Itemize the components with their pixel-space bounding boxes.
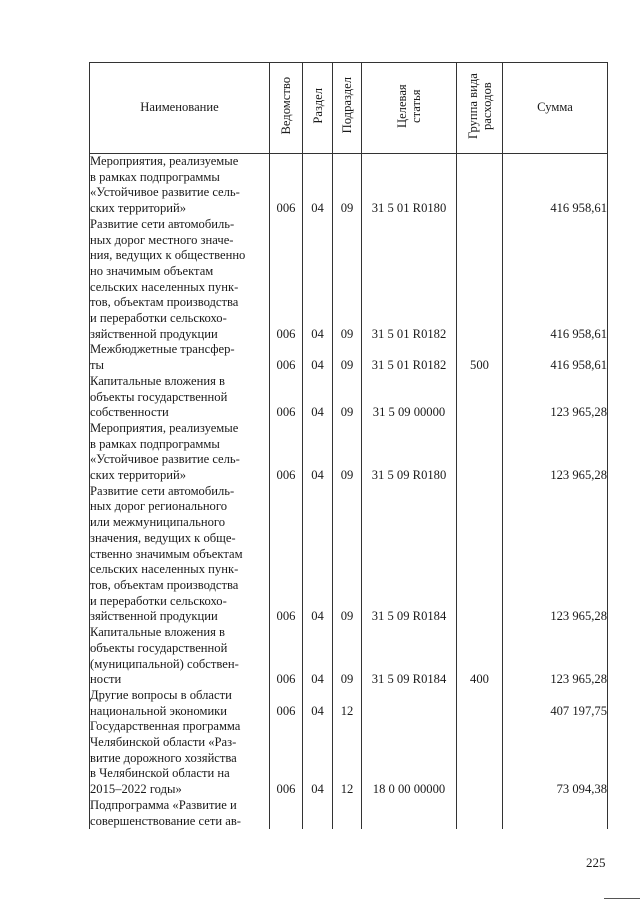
row-section: 04 <box>303 421 333 484</box>
row-group <box>457 798 503 829</box>
header-name: Наименование <box>90 63 270 154</box>
row-dept <box>270 798 303 829</box>
row-dept: 006 <box>270 625 303 688</box>
row-section <box>303 798 333 829</box>
row-name: Межбюджетные трансфер- ты <box>90 342 270 373</box>
table-row <box>90 421 608 484</box>
row-sum: 123 965,28 <box>503 421 608 484</box>
row-dept: 006 <box>270 342 303 373</box>
row-dept: 006 <box>270 217 303 343</box>
row-name: Капитальные вложения в объекты государственной (муниципальной) собствен- ности <box>90 625 270 688</box>
row-subsection: 09 <box>333 484 362 625</box>
row-sum: 407 197,75 <box>503 688 608 719</box>
row-target <box>362 688 457 719</box>
row-subsection: 09 <box>333 374 362 421</box>
row-subsection: 09 <box>333 154 362 217</box>
row-name: Развитие сети автомобиль- ных дорог регионального или межмуниципального значения, ведущих к обще- ственно значимым объектам сельских населенных пунк- тов, объектам производства и переработки сельскохо- зяйственной продукции <box>90 484 270 625</box>
table-row <box>90 798 608 829</box>
row-dept: 006 <box>270 719 303 798</box>
row-name: Капитальные вложения в объекты государственной собственности <box>90 374 270 421</box>
header-group <box>457 63 503 154</box>
page-number: 225 <box>586 855 606 870</box>
table-row <box>90 217 608 343</box>
header-target <box>362 63 457 154</box>
row-subsection: 12 <box>333 719 362 798</box>
row-sum: 416 958,61 <box>503 342 608 373</box>
row-dept: 006 <box>270 688 303 719</box>
row-group <box>457 719 503 798</box>
row-target: 31 5 09 R0184 <box>362 625 457 688</box>
row-name: Мероприятия, реализуемые в рамках подпрограммы «Устойчивое развитие сель- ских территорий» <box>90 154 270 217</box>
row-sum: 416 958,61 <box>503 154 608 217</box>
row-section: 04 <box>303 217 333 343</box>
row-target: 31 5 01 R0182 <box>362 342 457 373</box>
row-group: 500 <box>457 342 503 373</box>
row-section: 04 <box>303 154 333 217</box>
budget-table <box>89 62 608 829</box>
row-subsection: 09 <box>333 342 362 373</box>
row-name: Подпрограмма «Развитие и совершенствование сети ав- <box>90 798 270 829</box>
row-section: 04 <box>303 719 333 798</box>
row-section: 04 <box>303 374 333 421</box>
row-dept: 006 <box>270 154 303 217</box>
row-sum: 123 965,28 <box>503 374 608 421</box>
header-subsection: Подраздел <box>333 63 362 154</box>
row-target: 31 5 01 R0182 <box>362 217 457 343</box>
row-sum <box>503 798 608 829</box>
row-target: 18 0 00 00000 <box>362 719 457 798</box>
row-name: Государственная программа Челябинской области «Раз- витие дорожного хозяйства в Челябинской области на 2015–2022 годы» <box>90 719 270 798</box>
row-target: 31 5 01 R0180 <box>362 154 457 217</box>
row-target <box>362 798 457 829</box>
table-header-row <box>90 63 608 154</box>
row-sum: 73 094,38 <box>503 719 608 798</box>
row-group <box>457 688 503 719</box>
row-name: Развитие сети автомобиль- ных дорог местного значе- ния, ведущих к общественно но значимым объектам сельских населенных пунк- тов, объектам производства и переработки сельскохо- зяйственной продукции <box>90 217 270 343</box>
row-dept: 006 <box>270 421 303 484</box>
row-group <box>457 374 503 421</box>
table-row <box>90 484 608 625</box>
row-group <box>457 484 503 625</box>
row-name: Другие вопросы в области национальной экономики <box>90 688 270 719</box>
row-dept: 006 <box>270 374 303 421</box>
header-dept: Ведомство <box>270 63 303 154</box>
corner-mark <box>604 898 640 899</box>
header-group-text: Группа вида расходов <box>465 72 494 139</box>
row-sum: 123 965,28 <box>503 484 608 625</box>
row-group <box>457 421 503 484</box>
table-body <box>90 154 608 830</box>
row-target: 31 5 09 R0184 <box>362 484 457 625</box>
table-row <box>90 719 608 798</box>
header-section: Раздел <box>303 63 333 154</box>
row-section: 04 <box>303 625 333 688</box>
row-sum: 416 958,61 <box>503 217 608 343</box>
row-group <box>457 154 503 217</box>
table-row <box>90 342 608 373</box>
table-row <box>90 374 608 421</box>
row-subsection: 09 <box>333 217 362 343</box>
row-name: Мероприятия, реализуемые в рамках подпрограммы «Устойчивое развитие сель- ских территорий» <box>90 421 270 484</box>
header-target-text: Целевая статья <box>395 83 423 128</box>
table-row <box>90 625 608 688</box>
row-section: 04 <box>303 342 333 373</box>
row-section: 04 <box>303 688 333 719</box>
row-section: 04 <box>303 484 333 625</box>
row-subsection: 09 <box>333 421 362 484</box>
row-group: 400 <box>457 625 503 688</box>
table-row <box>90 688 608 719</box>
row-subsection <box>333 798 362 829</box>
row-subsection: 09 <box>333 625 362 688</box>
header-sum: Сумма <box>503 63 608 154</box>
row-subsection: 12 <box>333 688 362 719</box>
row-target: 31 5 09 R0180 <box>362 421 457 484</box>
row-group <box>457 217 503 343</box>
row-dept: 006 <box>270 484 303 625</box>
row-target: 31 5 09 00000 <box>362 374 457 421</box>
row-sum: 123 965,28 <box>503 625 608 688</box>
table-row <box>90 154 608 217</box>
